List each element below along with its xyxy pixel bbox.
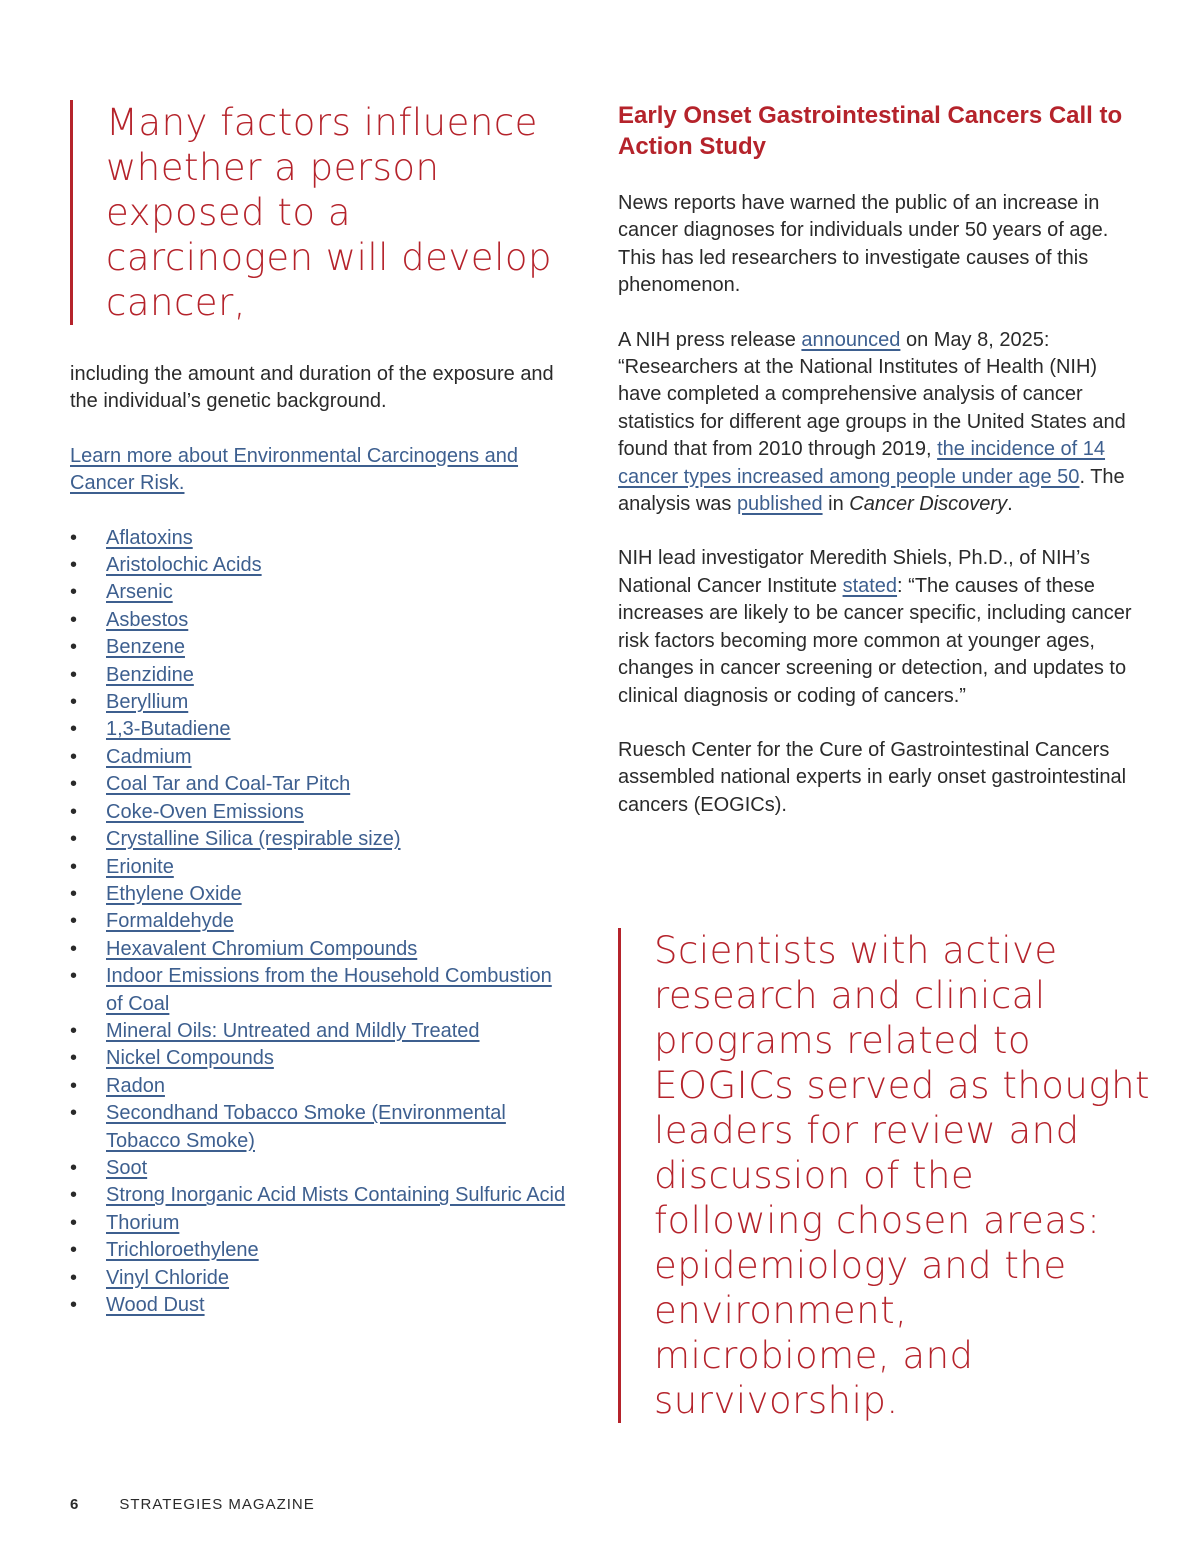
carcinogen-list-item xyxy=(70,1155,570,1182)
carcinogen-list-item xyxy=(70,854,570,881)
carcinogen-link[interactable]: Nickel Compounds xyxy=(106,1047,274,1070)
carcinogen-list-item xyxy=(70,1210,570,1237)
left-column xyxy=(70,95,570,1319)
carcinogen-list-item xyxy=(70,963,570,1018)
announced-link[interactable]: announced xyxy=(801,328,901,351)
carcinogen-link[interactable]: Benzene xyxy=(106,636,185,659)
stated-link[interactable]: stated xyxy=(842,574,898,597)
carcinogen-link[interactable]: Coal Tar and Coal-Tar Pitch xyxy=(106,773,351,796)
carcinogen-link[interactable]: Trichloroethylene xyxy=(106,1239,259,1262)
learn-more-paragraph xyxy=(70,443,570,498)
carcinogen-list-item xyxy=(70,525,570,552)
carcinogen-list-item xyxy=(70,579,570,606)
published-link[interactable]: published xyxy=(736,493,823,516)
publication-name: STRATEGIES MAGAZINE xyxy=(119,1496,315,1513)
carcinogen-link[interactable]: Thorium xyxy=(106,1211,180,1234)
carcinogen-link[interactable]: Crystalline Silica (respirable size) xyxy=(106,828,401,851)
carcinogen-list-item xyxy=(70,552,570,579)
carcinogen-link[interactable]: Coke-Oven Emissions xyxy=(106,800,304,823)
carcinogen-list-item xyxy=(70,881,570,908)
text-span: A NIH press release xyxy=(618,328,802,351)
carcinogen-link[interactable]: Vinyl Chloride xyxy=(106,1266,230,1289)
carcinogen-list-item xyxy=(70,1182,570,1209)
carcinogen-list-item xyxy=(70,662,570,689)
carcinogen-list-item xyxy=(70,607,570,634)
carcinogen-link[interactable]: Indoor Emissions from the Household Combustion of Coal xyxy=(106,965,552,1015)
learn-more-link[interactable]: Learn more about Environmental Carcinogens and Cancer Risk. xyxy=(70,444,519,495)
carcinogen-link[interactable]: Secondhand Tobacco Smoke (Environmental Tobacco Smoke) xyxy=(106,1102,506,1152)
carcinogen-link[interactable]: 1,3-Butadiene xyxy=(106,718,231,741)
carcinogen-list-item xyxy=(70,689,570,716)
journal-name: Cancer Discovery xyxy=(849,493,1008,516)
carcinogen-list-item xyxy=(70,1237,570,1264)
news-paragraph: News reports have warned the public of an increase in cancer diagnoses for individuals under 50 years of age. This has led researchers to investigate causes of this phenomenon. xyxy=(618,192,1109,297)
carcinogen-list-item xyxy=(70,799,570,826)
page-footer xyxy=(70,1496,315,1513)
carcinogen-list-item xyxy=(70,744,570,771)
carcinogen-link[interactable]: Formaldehyde xyxy=(106,910,234,933)
carcinogen-link[interactable]: Beryllium xyxy=(106,691,189,714)
carcinogen-list-item xyxy=(70,634,570,661)
text-span: : “The causes of these increases are likely to be cancer specific, including cancer risk factors becoming more common at younger ages, changes in cancer screening or detection, and updates to clinical diagnosis or coding of cancers.” xyxy=(618,574,1132,707)
carcinogen-list-item xyxy=(70,1265,570,1292)
text-span: in xyxy=(822,493,850,516)
carcinogen-link[interactable]: Wood Dust xyxy=(106,1294,205,1316)
carcinogen-link[interactable]: Radon xyxy=(106,1074,165,1097)
carcinogen-list-item xyxy=(70,1045,570,1072)
text-span: . The analysis was xyxy=(618,465,1125,516)
carcinogen-list-item xyxy=(70,771,570,798)
carcinogen-link[interactable]: Erionite xyxy=(106,855,174,878)
carcinogen-link[interactable]: Aflatoxins xyxy=(106,526,193,549)
intro-paragraph: including the amount and duration of the exposure and the individual’s genetic background. xyxy=(70,363,554,413)
carcinogen-list-item xyxy=(70,1292,570,1319)
carcinogen-list-item xyxy=(70,908,570,935)
incidence-link[interactable]: the incidence of 14 cancer types increased among people under age 50 xyxy=(618,438,1106,488)
pull-quote-left: Many factors influence whether a person exposed to a carcinogen will develop cancer, xyxy=(70,100,570,325)
carcinogen-link[interactable]: Ethylene Oxide xyxy=(106,882,242,905)
carcinogen-link[interactable]: Strong Inorganic Acid Mists Containing Sulfuric Acid xyxy=(106,1184,566,1207)
carcinogen-link[interactable]: Cadmium xyxy=(106,745,192,768)
carcinogen-link[interactable]: Asbestos xyxy=(106,608,189,631)
text-span: . xyxy=(1007,493,1013,516)
carcinogen-list-item xyxy=(70,1100,570,1155)
text-span: on May 8, 2025: “Researchers at the National Institutes of Health (NIH) have completed a comprehensive analysis of cancer statistics for different age groups in the United States and found that from 2010 through 2019, xyxy=(618,328,1126,461)
text-span: NIH lead investigator Meredith Shiels, Ph.D., of NIH’s National Cancer Institute xyxy=(618,547,1091,597)
carcinogen-list-item xyxy=(70,716,570,743)
carcinogen-list xyxy=(70,525,570,1320)
carcinogen-list-item xyxy=(70,1018,570,1045)
carcinogen-link[interactable]: Benzidine xyxy=(106,663,194,686)
ruesch-paragraph: Ruesch Center for the Cure of Gastrointestinal Cancers assembled national experts in early onset gastrointestinal cancers (EOGICs). xyxy=(618,738,1127,816)
section-title: Early Onset Gastrointestinal Cancers Call to Action Study xyxy=(618,102,1123,160)
carcinogen-list-item xyxy=(70,826,570,853)
right-column xyxy=(618,100,1138,846)
carcinogen-list-item xyxy=(70,1073,570,1100)
carcinogen-link[interactable]: Soot xyxy=(106,1156,148,1179)
page-number: 6 xyxy=(70,1496,80,1513)
carcinogen-link[interactable]: Arsenic xyxy=(106,581,173,604)
carcinogen-link[interactable]: Mineral Oils: Untreated and Mildly Treated xyxy=(106,1019,480,1042)
investigator-paragraph xyxy=(618,545,1138,709)
pull-quote-right: Scientists with active research and clinical programs related to EOGICs served as thought leaders for review and discussion of the following chosen areas: epidemiology and the environment, microbiome, and survivorship. xyxy=(618,928,1154,1423)
nih-release-paragraph xyxy=(618,327,1138,519)
carcinogen-link[interactable]: Hexavalent Chromium Compounds xyxy=(106,937,418,960)
carcinogen-list-item xyxy=(70,936,570,963)
carcinogen-link[interactable]: Aristolochic Acids xyxy=(106,554,262,577)
